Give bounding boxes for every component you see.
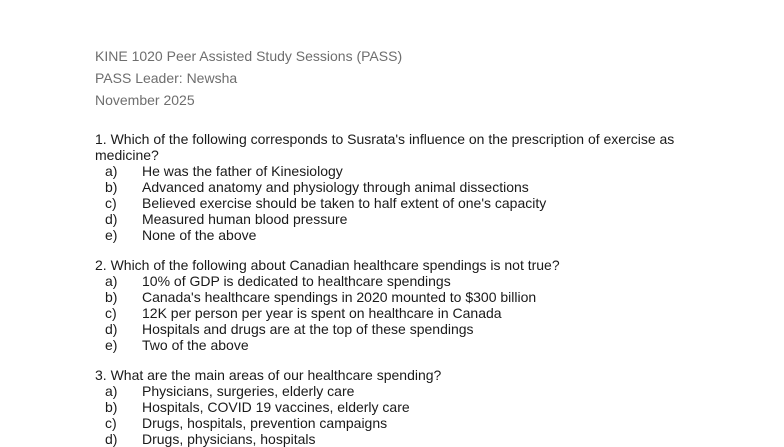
option-a (95, 163, 735, 179)
option-letter: e) (105, 227, 118, 243)
question-text: 3. What are the main areas of our healthcare spending? (95, 367, 442, 383)
option-list (95, 383, 735, 447)
question-text: 1. Which of the following corresponds to Susrata's influence on the prescription of exercise as medicine? (95, 131, 675, 163)
option-b (95, 399, 735, 415)
option-letter: b) (105, 179, 118, 195)
option-list (95, 163, 735, 243)
option-b (95, 289, 735, 305)
option-e (95, 337, 735, 353)
option-letter: c) (105, 195, 117, 211)
document-content (95, 45, 735, 447)
option-text: Believed exercise should be taken to half extent of one's capacity (142, 195, 547, 211)
option-list (95, 273, 735, 353)
option-letter: a) (105, 163, 118, 179)
option-letter: c) (105, 415, 117, 431)
option-letter: d) (105, 211, 118, 227)
option-letter: d) (105, 431, 118, 447)
option-c (95, 195, 735, 211)
option-d (95, 211, 735, 227)
option-letter: c) (105, 305, 117, 321)
course-title: KINE 1020 Peer Assisted Study Sessions (PASS) (95, 48, 403, 64)
question-2 (95, 257, 735, 353)
option-text: Two of the above (142, 337, 249, 353)
option-text: Canada's healthcare spendings in 2020 mounted to $300 billion (142, 289, 537, 305)
option-b (95, 179, 735, 195)
option-letter: e) (105, 337, 118, 353)
question-1 (95, 131, 735, 243)
option-letter: b) (105, 289, 118, 305)
option-text: Drugs, hospitals, prevention campaigns (142, 415, 388, 431)
option-e (95, 227, 735, 243)
option-text: He was the father of Kinesiology (142, 163, 343, 179)
option-text: Hospitals and drugs are at the top of these spendings (142, 321, 474, 337)
option-text: 10% of GDP is dedicated to healthcare spendings (142, 273, 451, 289)
option-text: Measured human blood pressure (142, 211, 348, 227)
option-text: Hospitals, COVID 19 vaccines, elderly care (142, 399, 410, 415)
option-letter: a) (105, 383, 118, 399)
option-c (95, 415, 735, 431)
option-letter: a) (105, 273, 118, 289)
option-letter: d) (105, 321, 118, 337)
pass-leader: PASS Leader: Newsha (95, 70, 238, 86)
option-d (95, 321, 735, 337)
option-text: Advanced anatomy and physiology through animal dissections (142, 179, 529, 195)
option-text: Drugs, physicians, hospitals (142, 431, 316, 447)
option-d (95, 431, 735, 447)
option-c (95, 305, 735, 321)
option-text: None of the above (142, 227, 257, 243)
option-letter: b) (105, 399, 118, 415)
question-text: 2. Which of the following about Canadian healthcare spendings is not true? (95, 257, 560, 273)
option-a (95, 273, 735, 289)
option-text: 12K per person per year is spent on healthcare in Canada (142, 305, 502, 321)
question-3 (95, 367, 735, 447)
document-date: November 2025 (95, 92, 195, 108)
option-text: Physicians, surgeries, elderly care (142, 383, 355, 399)
document-header (95, 45, 735, 111)
option-a (95, 383, 735, 399)
